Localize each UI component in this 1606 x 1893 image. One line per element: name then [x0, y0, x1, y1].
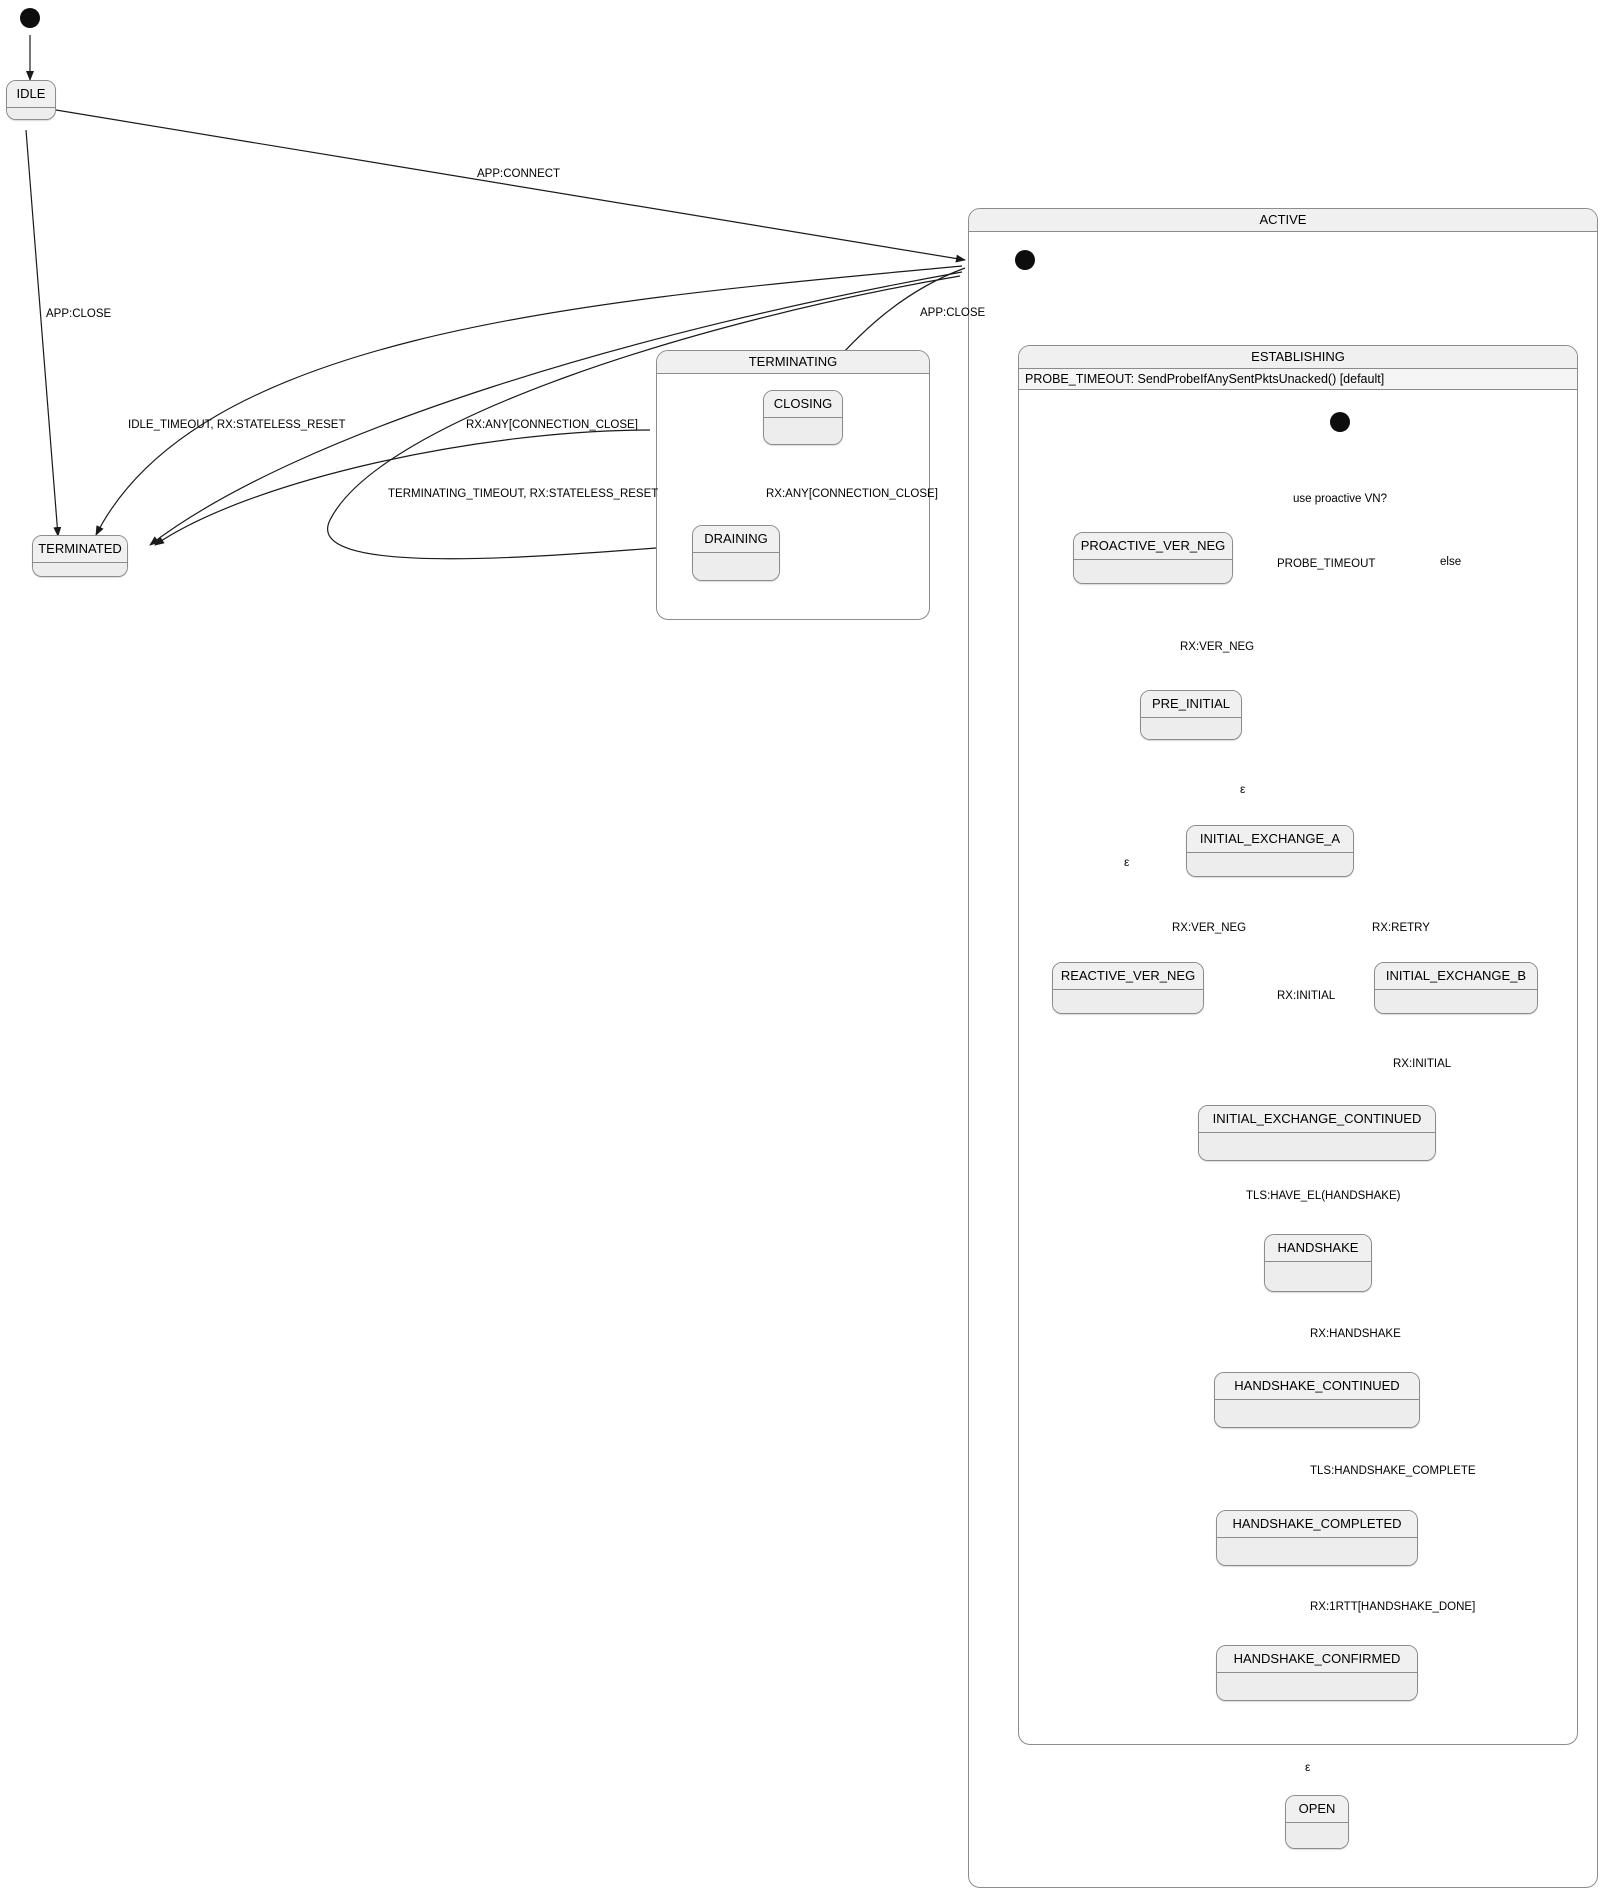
- label-idle-timeout-stateless-reset: IDLE_TIMEOUT, RX:STATELESS_RESET: [128, 419, 346, 431]
- state-draining-label: DRAINING: [693, 526, 779, 553]
- initial-pseudostate-top: [20, 8, 40, 28]
- label-rx-1rtt-handshake-done: RX:1RTT[HANDSHAKE_DONE]: [1310, 1601, 1476, 1613]
- composite-active-label: ACTIVE: [969, 209, 1597, 232]
- label-rx-initial-1: RX:INITIAL: [1277, 990, 1336, 1002]
- state-handshake-confirmed-label: HANDSHAKE_CONFIRMED: [1217, 1646, 1417, 1673]
- state-open-label: OPEN: [1286, 1796, 1348, 1823]
- state-pre-initial[interactable]: [1140, 690, 1242, 740]
- initial-pseudostate-active: [1015, 250, 1035, 270]
- label-rx-initial-2: RX:INITIAL: [1393, 1058, 1452, 1070]
- state-initial-exchange-continued[interactable]: [1198, 1105, 1436, 1161]
- label-tls-handshake-complete: TLS:HANDSHAKE_COMPLETE: [1310, 1465, 1476, 1477]
- initial-pseudostate-establishing: [1330, 412, 1350, 432]
- state-draining[interactable]: [692, 525, 780, 581]
- state-handshake-continued-label: HANDSHAKE_CONTINUED: [1215, 1373, 1419, 1400]
- label-rx-any-connection-close-1: RX:ANY[CONNECTION_CLOSE]: [466, 419, 638, 431]
- state-reactive-ver-neg[interactable]: [1052, 962, 1204, 1014]
- state-handshake-completed[interactable]: [1216, 1510, 1418, 1566]
- composite-terminating-label: TERMINATING: [657, 351, 929, 374]
- state-handshake-confirmed[interactable]: [1216, 1645, 1418, 1701]
- label-app-close-left: APP:CLOSE: [46, 308, 112, 320]
- state-proactive-ver-neg-label: PROACTIVE_VER_NEG: [1074, 533, 1232, 560]
- label-terminating-timeout-stateless-reset: TERMINATING_TIMEOUT, RX:STATELESS_RESET: [388, 488, 659, 500]
- label-rx-ver-neg-1: RX:VER_NEG: [1180, 641, 1255, 653]
- state-idle-label: IDLE: [7, 81, 55, 108]
- state-handshake-label: HANDSHAKE: [1265, 1235, 1371, 1262]
- state-closing[interactable]: [763, 390, 843, 445]
- composite-establishing-label: ESTABLISHING: [1019, 346, 1577, 369]
- label-probe-timeout: PROBE_TIMEOUT: [1277, 558, 1376, 570]
- label-epsilon-3: ε: [1305, 1760, 1311, 1774]
- state-reactive-ver-neg-label: REACTIVE_VER_NEG: [1053, 963, 1203, 990]
- label-app-connect: APP:CONNECT: [477, 168, 561, 180]
- label-app-close-right: APP:CLOSE: [920, 307, 986, 319]
- label-tls-have-el-handshake: TLS:HAVE_EL(HANDSHAKE): [1246, 1190, 1401, 1202]
- label-else: else: [1440, 556, 1462, 568]
- state-terminated[interactable]: [32, 535, 128, 577]
- state-closing-label: CLOSING: [764, 391, 842, 418]
- state-initial-exchange-a-label: INITIAL_EXCHANGE_A: [1187, 826, 1353, 853]
- state-handshake-completed-label: HANDSHAKE_COMPLETED: [1217, 1511, 1417, 1538]
- state-pre-initial-label: PRE_INITIAL: [1141, 691, 1241, 718]
- composite-establishing-note: PROBE_TIMEOUT: SendProbeIfAnySentPktsUnacked() [default]: [1019, 369, 1577, 390]
- state-initial-exchange-a[interactable]: [1186, 825, 1354, 877]
- label-rx-any-connection-close-2: RX:ANY[CONNECTION_CLOSE]: [766, 488, 938, 500]
- label-use-proactive-vn: use proactive VN?: [1293, 493, 1387, 505]
- state-initial-exchange-continued-label: INITIAL_EXCHANGE_CONTINUED: [1199, 1106, 1435, 1133]
- state-proactive-ver-neg[interactable]: [1073, 532, 1233, 584]
- state-terminated-label: TERMINATED: [33, 536, 127, 563]
- label-epsilon-2: ε: [1124, 855, 1130, 869]
- label-rx-retry: RX:RETRY: [1372, 922, 1430, 934]
- state-handshake[interactable]: [1264, 1234, 1372, 1292]
- state-initial-exchange-b[interactable]: [1374, 962, 1538, 1014]
- state-open[interactable]: [1285, 1795, 1349, 1849]
- state-initial-exchange-b-label: INITIAL_EXCHANGE_B: [1375, 963, 1537, 990]
- state-handshake-continued[interactable]: [1214, 1372, 1420, 1428]
- state-idle[interactable]: [6, 80, 56, 120]
- label-epsilon-1: ε: [1240, 782, 1246, 796]
- label-rx-handshake: RX:HANDSHAKE: [1310, 1328, 1401, 1340]
- label-rx-ver-neg-2: RX:VER_NEG: [1172, 922, 1247, 934]
